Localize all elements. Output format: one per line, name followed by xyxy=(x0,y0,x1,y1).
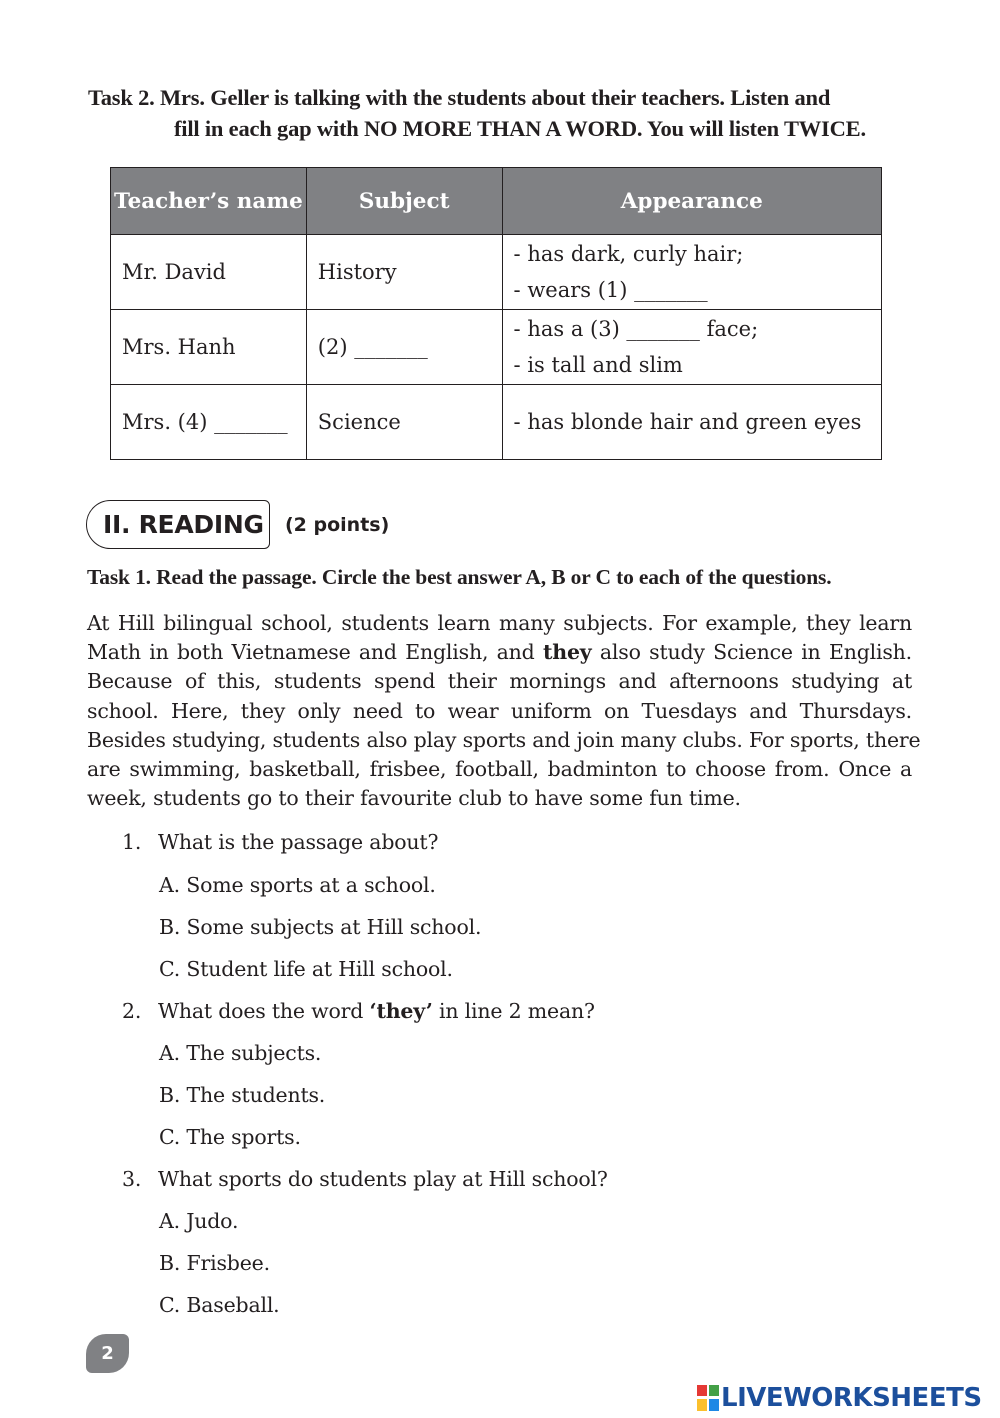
appearance-line: - has blonde hair and green eyes xyxy=(513,410,862,434)
cell-appearance xyxy=(502,310,881,385)
cell-name-gap-4[interactable]: Mrs. (4) _______ xyxy=(111,385,307,460)
appearance-line: - has dark, curly hair; xyxy=(513,242,744,266)
section-points: (2 points) xyxy=(285,514,390,536)
question-text: What does the word xyxy=(158,999,370,1023)
appearance-line: - is tall and slim xyxy=(513,353,683,377)
header-appearance: Appearance xyxy=(502,168,881,235)
task2-line1: Task 2. Mrs. Geller is talking with the students about their teachers. Listen and xyxy=(88,85,831,110)
question-text: What sports do students play at Hill school? xyxy=(158,1167,608,1191)
section-title: II. READING xyxy=(103,510,264,539)
answer-option[interactable]: A. Judo. xyxy=(159,1209,239,1233)
passage-line: Because of this, students spend their mornings and afternoons studying at xyxy=(87,669,912,694)
answer-option[interactable]: A. Some sports at a school. xyxy=(159,873,436,897)
header-subject: Subject xyxy=(306,168,502,235)
brand-name: LIVEWORKSHEETS xyxy=(721,1383,982,1413)
reading-passage xyxy=(87,609,921,813)
page-number-badge xyxy=(86,1334,129,1373)
question-1 xyxy=(122,830,438,854)
table-row xyxy=(111,385,882,460)
table-header-row xyxy=(111,168,882,235)
cell-appearance xyxy=(502,385,881,460)
passage-line: week, students go to their favourite club to have some fun time. xyxy=(87,786,741,811)
passage-text: also study Science in English. xyxy=(591,640,912,665)
passage-line: are swimming, basketball, frisbee, football, badminton to choose from. Once a xyxy=(87,757,912,782)
page-number: 2 xyxy=(101,1343,114,1364)
appearance-line-gap-1[interactable]: - wears (1) _______ xyxy=(513,278,708,302)
liveworksheets-brand[interactable] xyxy=(697,1383,982,1413)
question-3 xyxy=(122,1167,608,1191)
passage-text: Math in both Vietnamese and English, and xyxy=(87,640,543,665)
question-number: 2. xyxy=(122,999,142,1023)
appearance-line-gap-3[interactable]: - has a (3) _______ face; xyxy=(513,317,759,341)
cell-name: Mr. David xyxy=(111,235,307,310)
passage-line: school. Here, they only need to wear uniform on Tuesdays and Thursdays. xyxy=(87,698,912,723)
passage-bold-word: they xyxy=(542,640,592,665)
answer-option[interactable]: C. Baseball. xyxy=(159,1293,280,1317)
question-number: 1. xyxy=(122,830,142,854)
cell-subject-gap-2[interactable]: (2) _______ xyxy=(306,310,502,385)
header-teacher-name: Teacher’s name xyxy=(111,168,307,235)
teacher-table xyxy=(110,167,882,460)
answer-option[interactable]: C. Student life at Hill school. xyxy=(159,957,453,981)
table-row xyxy=(111,235,882,310)
question-text: in line 2 mean? xyxy=(432,999,595,1023)
answer-option[interactable]: B. Frisbee. xyxy=(159,1251,270,1275)
cell-name: Mrs. Hanh xyxy=(111,310,307,385)
liveworksheets-logo-icon xyxy=(697,1385,719,1411)
task2-heading xyxy=(88,82,928,144)
question-number: 3. xyxy=(122,1167,142,1191)
passage-line: Besides studying, students also play sports and join many clubs. For sports, there xyxy=(87,727,921,752)
answer-option[interactable]: A. The subjects. xyxy=(159,1041,322,1065)
section-title-badge xyxy=(86,500,270,549)
question-bold-word: ‘they’ xyxy=(369,999,433,1023)
question-text: What is the passage about? xyxy=(158,830,439,854)
task2-line2: fill in each gap with NO MORE THAN A WORD. You will listen TWICE. xyxy=(174,116,866,141)
question-2 xyxy=(122,999,595,1023)
answer-option[interactable]: B. The students. xyxy=(159,1083,326,1107)
cell-subject: History xyxy=(306,235,502,310)
answer-option[interactable]: B. Some subjects at Hill school. xyxy=(159,915,482,939)
passage-line xyxy=(87,638,912,667)
cell-subject: Science xyxy=(306,385,502,460)
table-row xyxy=(111,310,882,385)
task1-instruction: Task 1. Read the passage. Circle the best answer A, B or C to each of the questions. xyxy=(87,565,832,589)
cell-appearance xyxy=(502,235,881,310)
passage-line: At Hill bilingual school, students learn many subjects. For example, they learn xyxy=(87,611,912,635)
answer-option[interactable]: C. The sports. xyxy=(159,1125,301,1149)
